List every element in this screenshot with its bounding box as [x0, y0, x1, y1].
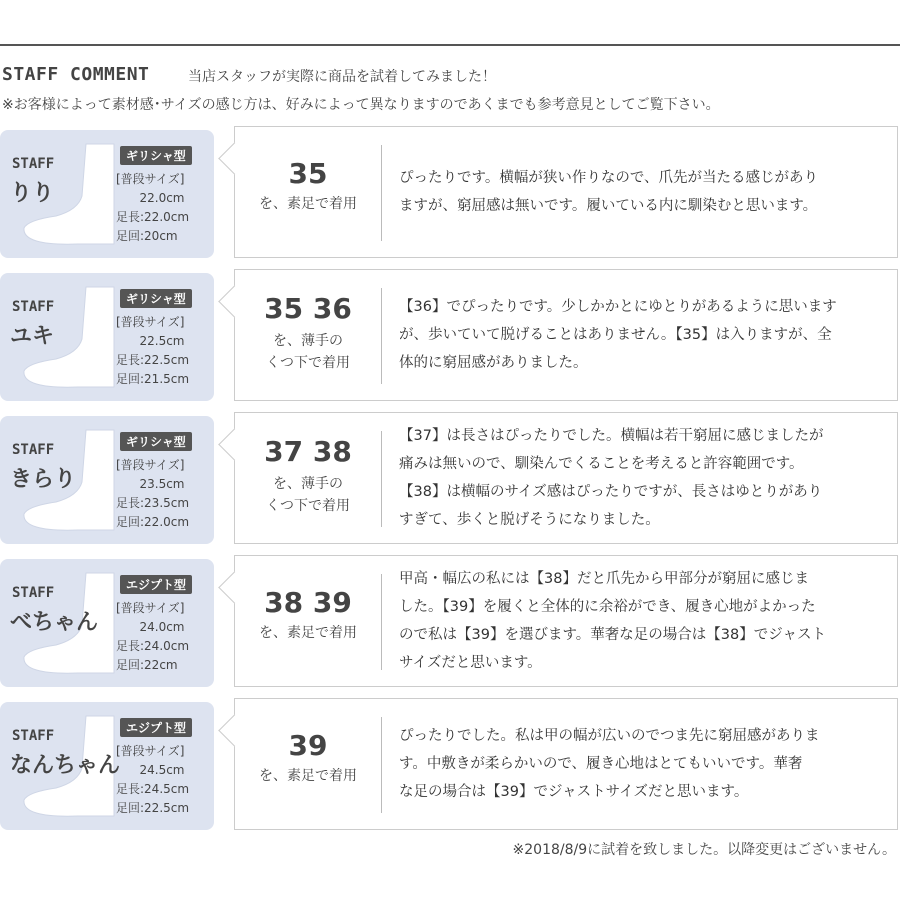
foot-girth: 足回:22.5cm: [116, 801, 190, 815]
wearing-condition-line1: を、薄手の: [273, 333, 343, 349]
comment-line: 【38】は横幅のサイズ感はぴったりですが、長さはゆとりがあり: [399, 484, 823, 500]
foot-girth: 足回:22cm: [116, 658, 178, 672]
foot-length: 足長:22.5cm: [116, 353, 190, 367]
staff-name: ユキ: [10, 324, 55, 349]
comment-line: ので私は【39】を選びます。華奢な足の場合は【38】でジャスト: [399, 627, 826, 643]
staff-name: なんちゃん: [10, 753, 121, 778]
wearing-condition: [235, 622, 381, 644]
foot-type-badge: ギリシャ型: [120, 432, 192, 451]
comment-line: 体的に窮屈感がありました。: [399, 355, 588, 371]
staff-label: STAFF: [12, 728, 55, 744]
foot-length: 足長:24.0cm: [116, 639, 190, 653]
comment-line: 【36】でぴったりです。少しかかとにゆとりがあるように思います: [399, 299, 837, 315]
foot-length: 足長:24.5cm: [116, 782, 190, 796]
fit-comment: [399, 722, 879, 806]
foot-length: 足長:23.5cm: [116, 496, 190, 510]
comment-line: な足の場合は【39】でジャストサイズだと思います。: [399, 784, 749, 800]
column-divider: [381, 288, 382, 384]
comment-line: 痛みは無いので、馴染んでくることを考えると許容範囲です。: [399, 456, 804, 472]
comment-box: [234, 698, 898, 830]
comment-line: ぴったりです。横幅が狭い作りなので、爪先が当たる感じがあり: [399, 170, 819, 186]
wearing-condition-line1: を、素足で着用: [259, 768, 357, 784]
comment-line: ぴったりでした。私は甲の幅が広いのでつま先に窮屈感がありま: [399, 728, 820, 744]
staff-label: STAFF: [12, 299, 55, 315]
staff-profile-card: [0, 130, 214, 258]
staff-profile-card: [0, 559, 214, 687]
comment-box: [234, 412, 898, 544]
staff-row: [0, 126, 900, 258]
tried-size: 35 36: [264, 292, 352, 325]
comment-line: した。【39】を履くと全体的に余裕ができ、履き心地がよかった: [399, 599, 816, 615]
fit-comment: [399, 422, 879, 534]
foot-type-badge: エジプト型: [120, 575, 192, 594]
staff-row: [0, 698, 900, 830]
column-divider: [381, 431, 382, 527]
usual-size-info: [116, 599, 208, 675]
top-divider: [0, 44, 900, 46]
staff-row: [0, 412, 900, 544]
tried-size: 38 39: [264, 586, 352, 619]
staff-profile-card: [0, 416, 214, 544]
wearing-condition: [235, 473, 381, 517]
disclaimer-note: ※お客様によって素材感･サイズの感じ方は、好みによって異なりますのであくまでも参考意見としてご覧下さい。: [2, 97, 720, 113]
foot-type-badge: ギリシャ型: [120, 146, 192, 165]
wearing-condition: [235, 330, 381, 374]
comment-box: [234, 555, 898, 687]
comment-line: が、歩いていて脱げることはありません。【35】は入りますが、全: [399, 327, 832, 343]
foot-length: 足長:22.0cm: [116, 210, 190, 224]
staff-name: べちゃん: [10, 610, 99, 635]
foot-girth: 足回:22.0cm: [116, 515, 190, 529]
foot-girth: 足回:20cm: [116, 229, 178, 243]
usual-size-value: 24.0cm: [139, 620, 185, 634]
usual-size-label: [普段サイズ]: [116, 172, 185, 186]
section-title: STAFF COMMENT: [2, 64, 150, 85]
comment-line: ますが、窮屈感は無いです。履いている内に馴染むと思います。: [399, 198, 818, 214]
footer-note: ※2018/8/9に試着を致しました。以降変更はございません。: [512, 842, 896, 858]
staff-name: きらり: [10, 467, 77, 492]
staff-row: [0, 555, 900, 687]
usual-size-info: [116, 313, 208, 389]
staff-profile-card: [0, 273, 214, 401]
wearing-condition-line2: くつ下で着用: [266, 498, 350, 514]
usual-size-label: [普段サイズ]: [116, 315, 185, 329]
usual-size-value: 23.5cm: [139, 477, 185, 491]
usual-size-label: [普段サイズ]: [116, 744, 185, 758]
wearing-condition-line1: を、薄手の: [273, 476, 343, 492]
wearing-condition-line1: を、素足で着用: [259, 196, 357, 212]
staff-profile-card: [0, 702, 214, 830]
foot-type-badge: ギリシャ型: [120, 289, 192, 308]
column-divider: [381, 717, 382, 813]
tried-size: 39: [288, 729, 328, 762]
tried-size: 37 38: [264, 435, 352, 468]
usual-size-label: [普段サイズ]: [116, 458, 185, 472]
wearing-condition: [235, 765, 381, 787]
usual-size-label: [普段サイズ]: [116, 601, 185, 615]
tried-size: 35: [288, 157, 328, 190]
staff-name: りり: [10, 181, 55, 206]
usual-size-info: [116, 456, 208, 532]
usual-size-value: 22.0cm: [139, 191, 185, 205]
staff-label: STAFF: [12, 585, 55, 601]
staff-label: STAFF: [12, 156, 55, 172]
comment-line: す。中敷きが柔らかいので、履き心地はとてもいいです。華奢: [399, 756, 803, 772]
usual-size-value: 22.5cm: [139, 334, 185, 348]
staff-row: [0, 269, 900, 401]
column-divider: [381, 145, 382, 241]
comment-line: サイズだと思います。: [399, 655, 542, 671]
wearing-condition-line2: くつ下で着用: [266, 355, 350, 371]
wearing-condition-line1: を、素足で着用: [259, 625, 357, 641]
comment-box: [234, 269, 898, 401]
foot-type-badge: エジプト型: [120, 718, 192, 737]
usual-size-info: [116, 170, 208, 246]
usual-size-value: 24.5cm: [139, 763, 185, 777]
fit-comment: [399, 293, 879, 377]
column-divider: [381, 574, 382, 670]
fit-comment: [399, 164, 879, 220]
comment-box: [234, 126, 898, 258]
wearing-condition: [235, 193, 381, 215]
usual-size-info: [116, 742, 208, 818]
foot-girth: 足回:21.5cm: [116, 372, 190, 386]
section-subtitle: 当店スタッフが実際に商品を試着してみました！: [188, 69, 496, 85]
comment-line: 甲高・幅広の私には【38】だと爪先から甲部分が窮屈に感じま: [399, 571, 809, 587]
comment-line: すぎて、歩くと脱げそうになりました。: [399, 512, 660, 528]
staff-label: STAFF: [12, 442, 55, 458]
fit-comment: [399, 565, 879, 677]
comment-line: 【37】は長さはぴったりでした。横幅は若干窮屈に感じましたが: [399, 428, 824, 444]
